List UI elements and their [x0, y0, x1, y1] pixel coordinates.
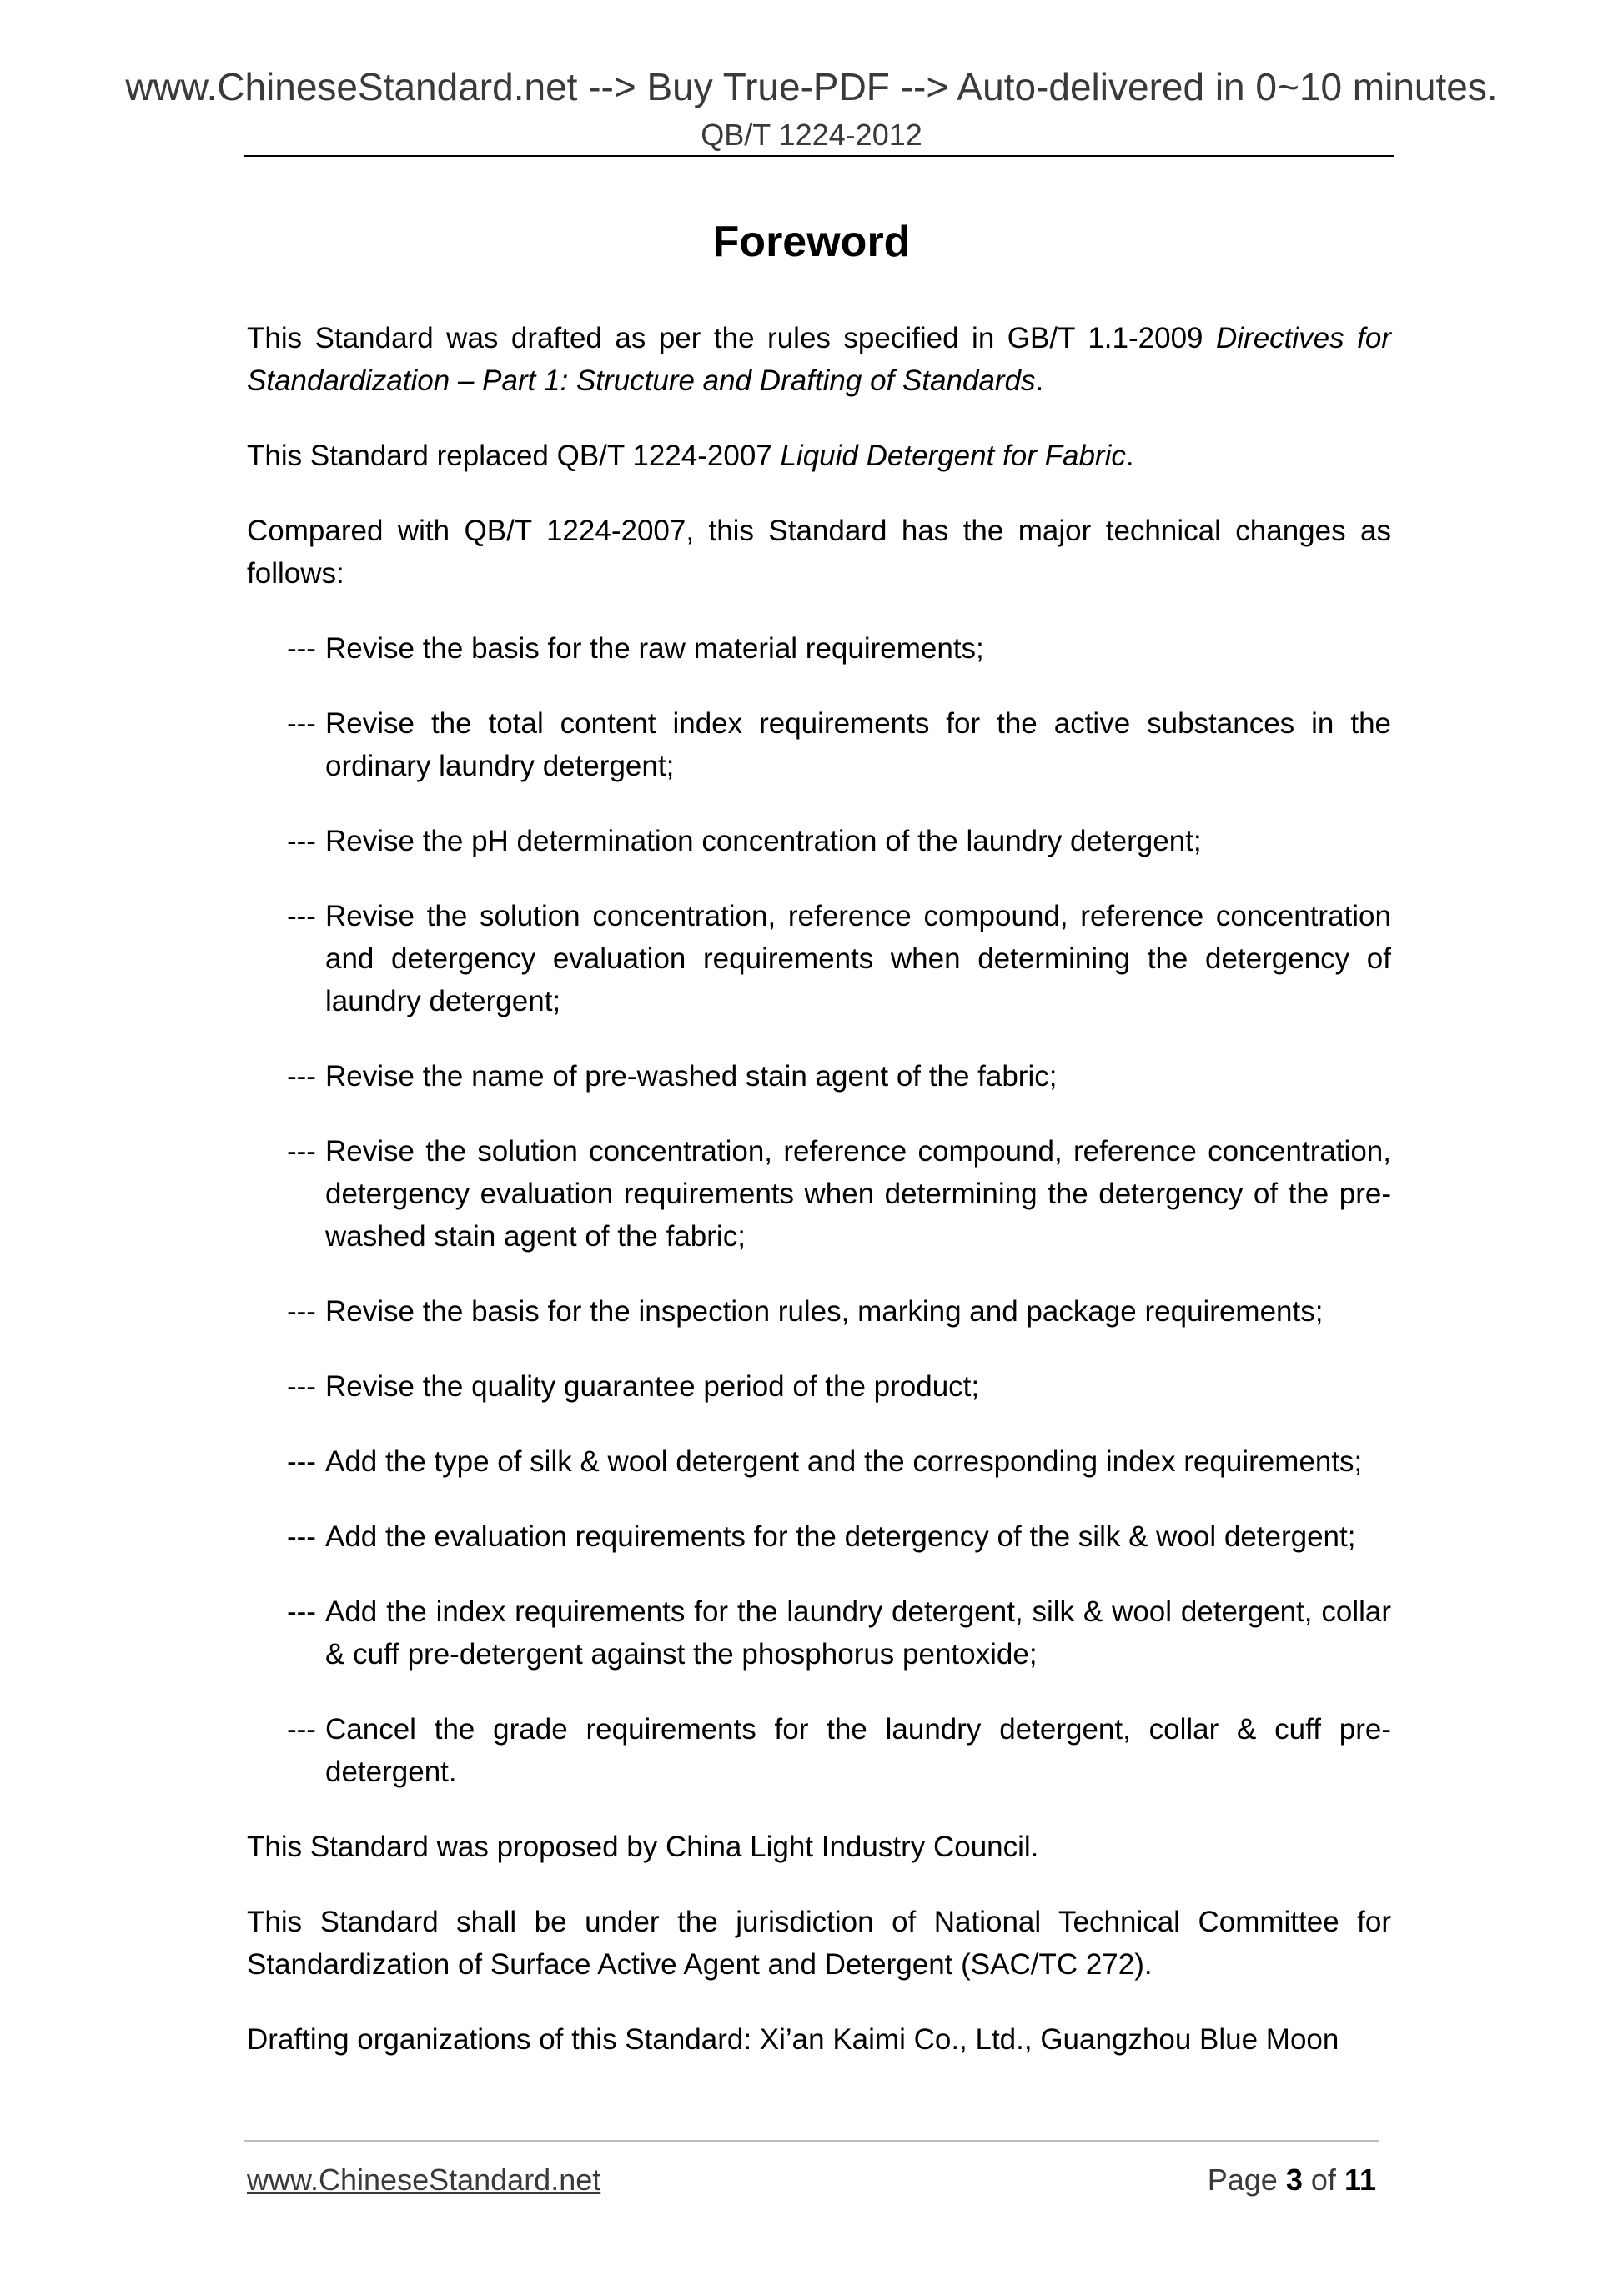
changes-list [247, 627, 1391, 1793]
list-item: --- Revise the total content index requirements for the active substances in the ordinary laundry detergent; [287, 707, 1391, 782]
list-item: --- Add the type of silk & wool detergent and the corresponding index requirements; [287, 1445, 1363, 1478]
footer-site-link[interactable]: www.ChineseStandard.net [247, 2163, 601, 2197]
paragraph-drafting-organizations: Drafting organizations of this Standard: Xi’an Kaimi Co., Ltd., Guangzhou Blue Moon [247, 2023, 1339, 2056]
list-item: --- Revise the pH determination concentration of the laundry detergent; [287, 825, 1202, 857]
list-item: --- Revise the name of pre-washed stain agent of the fabric; [287, 1060, 1058, 1093]
cited-standard-title: Directives for Standardization – Part 1: Structure and Drafting of Standards [247, 322, 1391, 397]
list-item: --- Revise the basis for the raw material requirements; [287, 632, 984, 665]
document-code: QB/T 1224-2012 [701, 118, 922, 152]
paragraph-replaced-standard: This Standard replaced QB/T 1224-2007 Liquid Detergent for Fabric. [247, 440, 1134, 472]
paragraph-drafting-rules: This Standard was drafted as per the rules specified in GB/T 1.1-2009 Directives for Standardization – Part 1: Structure and Drafting of Standards. [247, 322, 1391, 397]
page-number: Page 3 of 11 [1207, 2163, 1376, 2197]
list-item: --- Revise the solution concentration, reference compound, reference concentration, detergency evaluation requirements when determining the detergency of the pre-washed stain agent of the fabric; [287, 1135, 1391, 1253]
list-item: --- Add the index requirements for the laundry detergent, silk & wool detergent, collar & cuff pre-detergent against the phosphorus pentoxide; [287, 1595, 1391, 1671]
paragraph-proposed-by: This Standard was proposed by China Light Industry Council. [247, 1831, 1039, 1863]
footer-divider [244, 2140, 1379, 2142]
top-banner: www.ChineseStandard.net --> Buy True-PDF --> Auto-delivered in 0~10 minutes. [125, 65, 1498, 108]
header-divider [244, 155, 1394, 157]
list-item: --- Revise the basis for the inspection rules, marking and package requirements; [287, 1295, 1324, 1328]
list-item: --- Revise the solution concentration, reference compound, reference concentration and detergency evaluation requirements when determining the detergency of laundry detergent; [287, 900, 1391, 1017]
list-item: --- Cancel the grade requirements for the laundry detergent, collar & cuff pre-detergent. [287, 1713, 1391, 1788]
page-title: Foreword [712, 218, 911, 266]
list-item: --- Revise the quality guarantee period of the product; [287, 1370, 980, 1403]
paragraph-jurisdiction: This Standard shall be under the jurisdiction of National Technical Committee for Standardization of Surface Active Agent and Detergent (SAC/TC 272). [247, 1906, 1391, 1981]
replaced-standard-title: Liquid Detergent for Fabric [780, 440, 1126, 472]
list-item: --- Add the evaluation requirements for the detergency of the silk & wool detergent; [287, 1520, 1356, 1553]
paragraph-changes-intro: Compared with QB/T 1224-2007, this Standard has the major technical changes as follows: [247, 515, 1391, 590]
current-page: 3 [1285, 2163, 1303, 2197]
document-body [247, 317, 1391, 2093]
total-pages: 11 [1344, 2163, 1376, 2197]
